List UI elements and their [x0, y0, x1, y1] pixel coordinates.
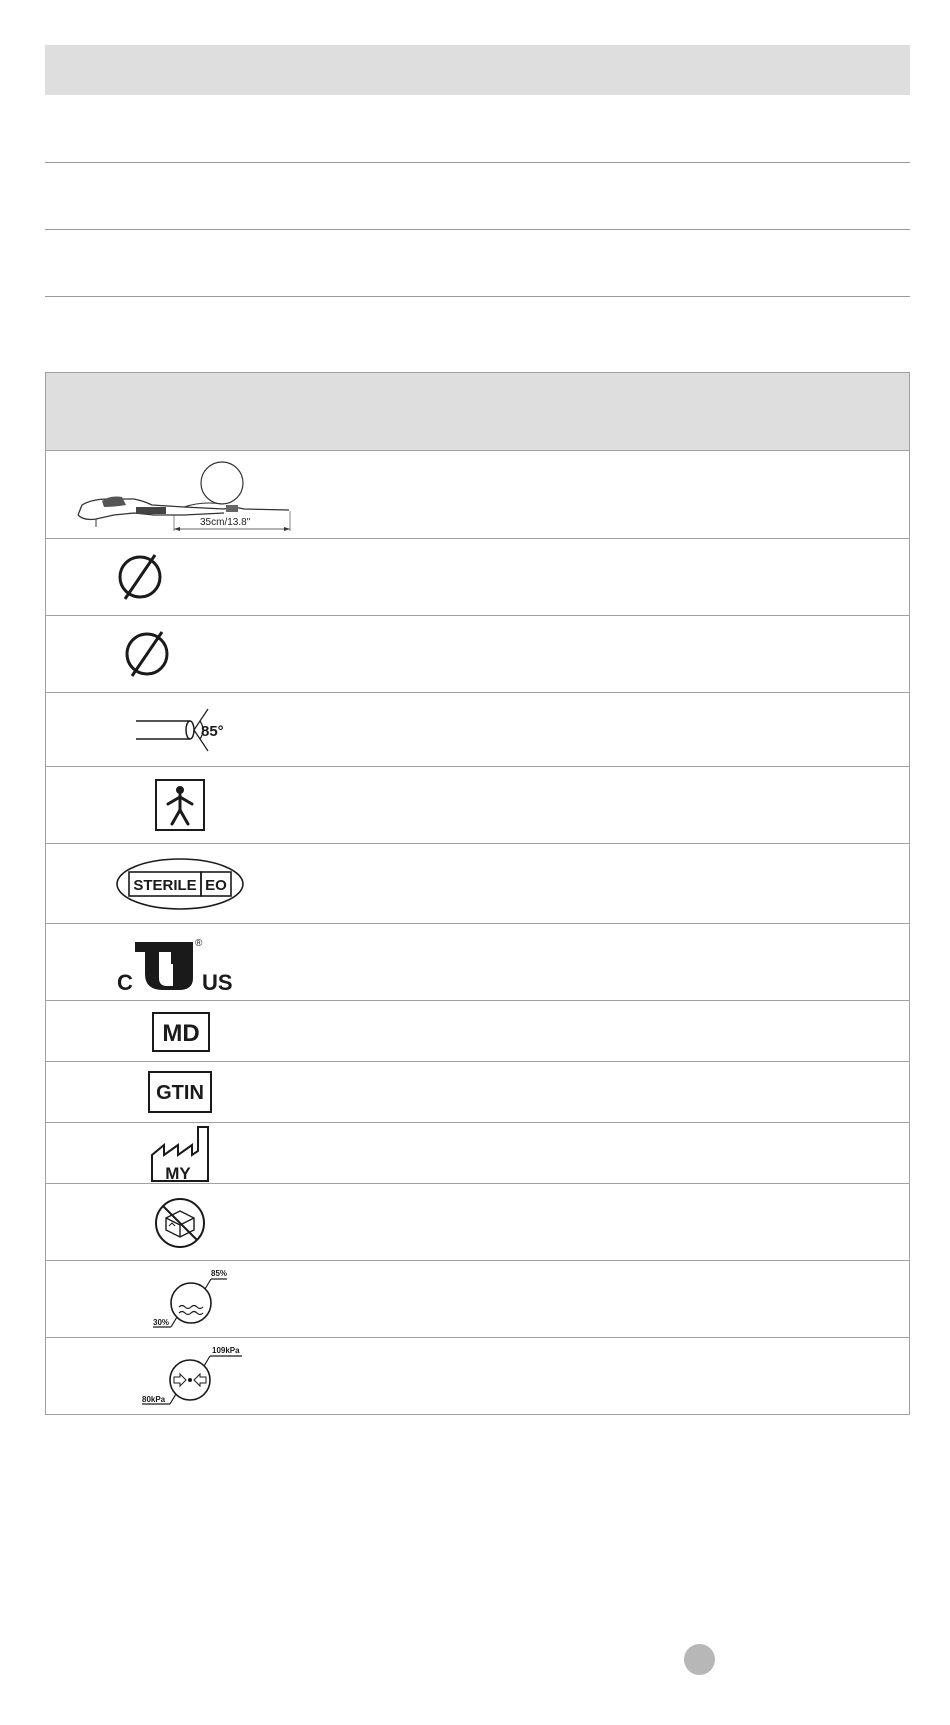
divider-line — [45, 229, 910, 230]
symbol-cell — [46, 693, 330, 767]
page-number-marker — [684, 1644, 715, 1675]
table-row — [46, 1338, 910, 1415]
probe-length-icon — [74, 455, 304, 535]
diameter-icon — [121, 628, 173, 680]
registered-mark: ® — [195, 938, 203, 949]
gtin-icon — [147, 1070, 213, 1114]
description-cell — [329, 844, 910, 924]
symbol-cell — [46, 924, 330, 1001]
country-of-manufacture-icon — [150, 1125, 212, 1183]
table-row — [46, 844, 910, 924]
field-of-view-icon — [134, 697, 244, 763]
table-row — [46, 1184, 910, 1261]
type-bf-applied-part-icon — [154, 778, 206, 832]
table-row — [46, 539, 910, 616]
ul-us-label: US — [202, 970, 233, 994]
diameter-icon — [114, 551, 166, 603]
description-cell — [329, 1338, 910, 1415]
field-of-view-angle: 85° — [201, 723, 224, 740]
table-row — [46, 616, 910, 693]
table-row — [46, 1261, 910, 1338]
symbol-cell — [46, 1062, 330, 1123]
description-cell — [329, 1001, 910, 1062]
symbol-cell — [46, 451, 330, 539]
humidity-upper-limit: 85% — [211, 1269, 228, 1278]
do-not-use-if-package-damaged-icon — [153, 1196, 207, 1250]
table-row — [46, 693, 910, 767]
symbol-cell — [46, 844, 330, 924]
description-cell — [329, 767, 910, 844]
symbol-cell — [46, 1123, 330, 1184]
symbol-cell — [46, 1001, 330, 1062]
symbol-cell — [46, 1338, 330, 1415]
pressure-upper-limit: 109kPa — [212, 1346, 240, 1355]
sterile-label: STERILE — [133, 877, 197, 894]
table-row — [46, 451, 910, 539]
humidity-limit-icon — [149, 1267, 229, 1333]
description-cell — [329, 1261, 910, 1338]
description-cell — [329, 1062, 910, 1123]
table-header-row — [46, 373, 910, 451]
symbol-cell — [46, 1184, 330, 1261]
eo-label: EO — [205, 877, 227, 894]
table-row — [46, 767, 910, 844]
symbol-cell — [46, 539, 330, 616]
description-cell — [329, 693, 910, 767]
description-cell — [329, 1184, 910, 1261]
humidity-lower-limit: 30% — [153, 1318, 170, 1327]
ul-c-label: C — [117, 970, 133, 994]
sterile-eo-icon — [115, 856, 245, 912]
description-cell — [329, 451, 910, 539]
symbol-cell — [46, 767, 330, 844]
probe-length-label: 35cm/13.8" — [200, 517, 251, 528]
symbol-cell — [46, 1261, 330, 1338]
divider-line — [45, 296, 910, 297]
atmospheric-pressure-limit-icon — [138, 1342, 248, 1412]
table-row — [46, 924, 910, 1001]
medical-device-icon — [151, 1011, 211, 1053]
table-row — [46, 1062, 910, 1123]
pressure-lower-limit: 80kPa — [142, 1395, 166, 1404]
header-band — [45, 45, 910, 95]
symbol-table — [45, 372, 910, 1415]
description-cell — [329, 539, 910, 616]
table-row — [46, 1001, 910, 1062]
table-row — [46, 1123, 910, 1184]
md-label: MD — [162, 1020, 200, 1047]
country-code-label: MY — [165, 1164, 191, 1183]
symbol-cell — [46, 616, 330, 693]
ul-certification-icon — [115, 934, 245, 994]
description-column-header — [329, 373, 910, 451]
symbol-column-header — [46, 373, 330, 451]
description-cell — [329, 616, 910, 693]
description-cell — [329, 924, 910, 1001]
gtin-label: GTIN — [156, 1082, 204, 1104]
description-cell — [329, 1123, 910, 1184]
divider-line — [45, 162, 910, 163]
